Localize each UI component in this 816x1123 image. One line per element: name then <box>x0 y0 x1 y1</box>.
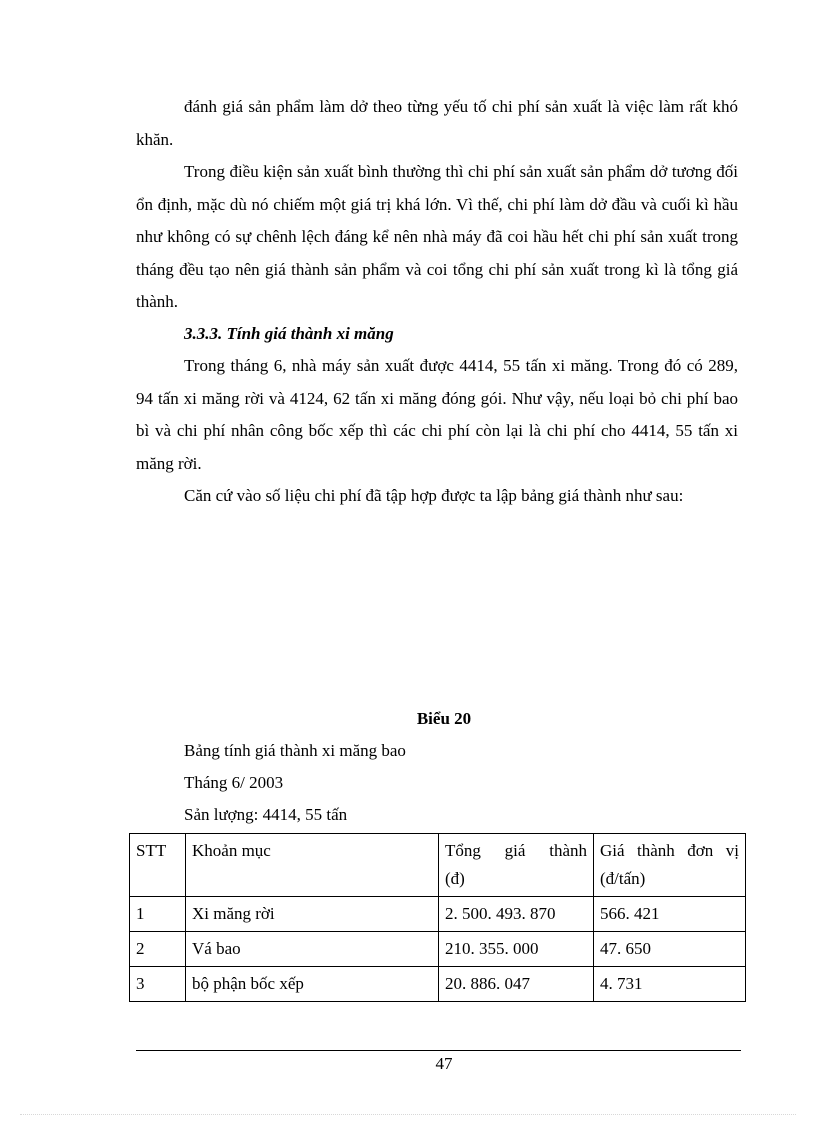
cell-total-cost: 210. 355. 000 <box>439 932 594 967</box>
table-month: Tháng 6/ 2003 <box>184 773 284 792</box>
table-row <box>130 967 746 1002</box>
header-total-cost-label: Tổng giá thành <box>445 841 587 860</box>
paragraph-3: Trong tháng 6, nhà máy sản xuất được 4414, 55 tấn xi măng. Trong đó có 289, 94 tấn xi măng rời và 4124, 62 tấn xi măng đóng gói. Như vậy, nếu loại bỏ chi phí bao bì và chi phí nhân công bốc xếp thì các chi phí còn lại là chi phí cho 4414, 55 tấn xi măng rời. <box>136 356 738 473</box>
header-unit-cost-unit: (đ/tấn) <box>600 869 646 888</box>
cost-table <box>129 833 746 1002</box>
cell-unit-cost: 4. 731 <box>594 967 746 1002</box>
paragraph-4: Căn cứ vào số liệu chi phí đã tập hợp được ta lập bảng giá thành như sau: <box>184 486 684 505</box>
table-caption: Biểu 20 <box>416 709 472 728</box>
paragraph-2: Trong điều kiện sản xuất bình thường thì chi phí sản xuất sản phẩm dở tương đối ổn định, mặc dù nó chiếm một giá trị khá lớn. Vì thế, chi phí làm dở đầu và cuối kì hầu như không có sự chênh lệch đáng kể nên nhà máy đã coi hầu hết chi phí sản xuất trong tháng đều tạo nên giá thành sản phẩm và coi tổng chi phí sản xuất trong kì là tổng giá thành. <box>136 162 738 311</box>
cell-item: Vá bao <box>186 932 439 967</box>
cell-unit-cost: 566. 421 <box>594 897 746 932</box>
header-total-cost-unit: (đ) <box>445 869 465 888</box>
cell-stt: 2 <box>130 932 186 967</box>
table-output: Sản lượng: 4414, 55 tấn <box>184 805 348 824</box>
footer-divider <box>136 1050 741 1051</box>
table-row <box>130 932 746 967</box>
cell-stt: 1 <box>130 897 186 932</box>
table-title: Bảng tính giá thành xi măng bao <box>184 741 406 760</box>
section-heading: 3.3.3. Tính giá thành xi măng <box>184 324 394 343</box>
page-bottom-edge <box>20 1114 796 1115</box>
cell-total-cost: 2. 500. 493. 870 <box>439 897 594 932</box>
header-unit-cost <box>594 834 746 897</box>
table-row <box>130 897 746 932</box>
table-header-row <box>130 834 746 897</box>
header-item: Khoản mục <box>186 834 439 897</box>
header-unit-cost-label: Giá thành đơn vị <box>600 841 739 860</box>
page-number: 47 <box>435 1054 453 1073</box>
cell-total-cost: 20. 886. 047 <box>439 967 594 1002</box>
cell-item: Xi măng rời <box>186 897 439 932</box>
cell-item: bộ phận bốc xếp <box>186 967 439 1002</box>
header-total-cost <box>439 834 594 897</box>
header-stt: STT <box>130 834 186 897</box>
cell-unit-cost: 47. 650 <box>594 932 746 967</box>
paragraph-1: đánh giá sản phẩm làm dở theo từng yếu tố chi phí sản xuất là việc làm rất khó khăn. <box>136 97 738 149</box>
cell-stt: 3 <box>130 967 186 1002</box>
